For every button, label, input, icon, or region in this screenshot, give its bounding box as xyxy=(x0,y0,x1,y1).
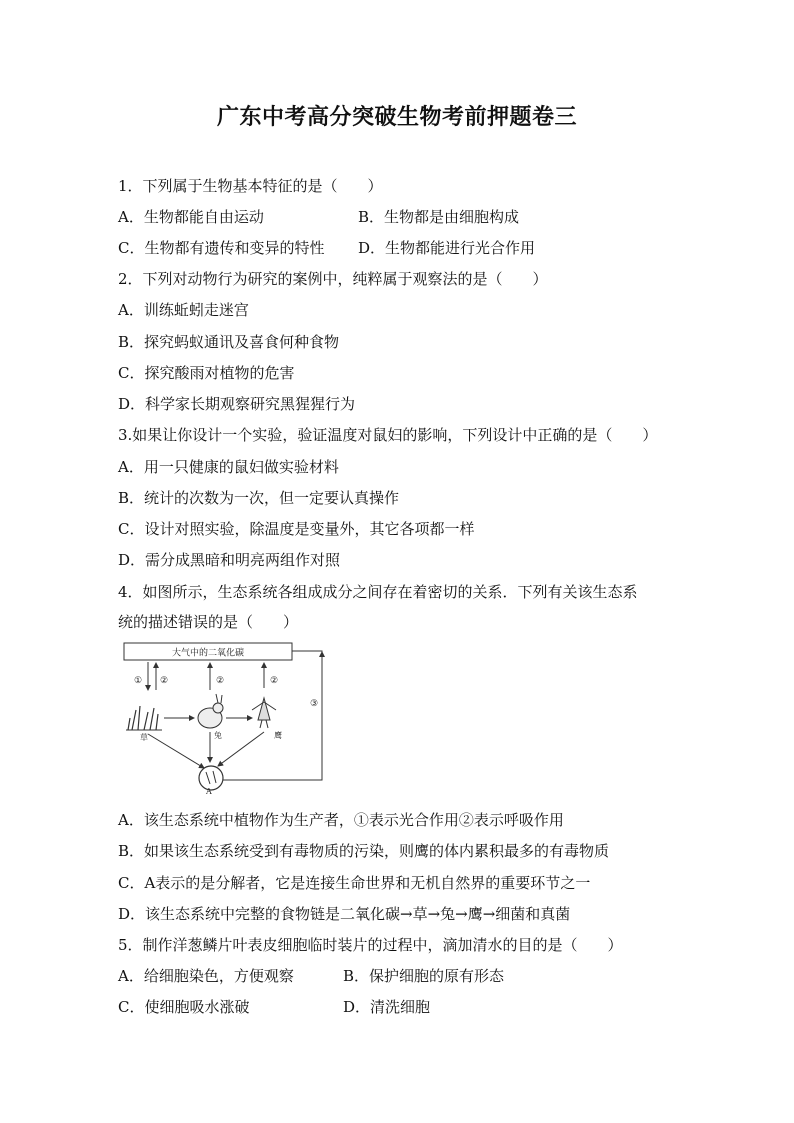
question-3-option-b: B．统计的次数为一次，但一定要认真操作 xyxy=(118,489,400,507)
question-3-option-d: D．需分成黑暗和明亮两组作对照 xyxy=(118,551,341,569)
question-5-option-a: A．给细胞染色，方便观察 xyxy=(118,967,294,985)
question-1-option-c: C．生物都有遗传和变异的特性 xyxy=(118,239,325,257)
label-two-a: ② xyxy=(160,676,169,686)
label-two-b: ② xyxy=(216,676,225,686)
co2-label: 大气中的二氧化碳 xyxy=(171,648,245,659)
question-4-stem-line-1: 4．如图所示，生态系统各组成成分之间存在着密切的关系．下列有关该生态系 xyxy=(118,583,638,601)
question-2-stem: 2．下列对动物行为研究的案例中，纯粹属于观察法的是（ ） xyxy=(118,270,548,288)
question-1-stem: 1．下列属于生物基本特征的是（ ） xyxy=(118,177,383,195)
question-4-option-b: B．如果该生态系统受到有毒物质的污染，则鹰的体内累积最多的有毒物质 xyxy=(118,842,610,860)
eagle-label: 鹰 xyxy=(274,731,282,740)
question-2-option-a: A．训练蚯蚓走迷宫 xyxy=(118,301,249,319)
question-4-stem-line-2: 统的描述错误的是（ ） xyxy=(118,613,299,631)
ecosystem-diagram xyxy=(118,640,328,795)
question-3-option-c: C．设计对照实验，除温度是变量外，其它各项都一样 xyxy=(118,520,475,538)
question-1-option-d: D．生物都能进行光合作用 xyxy=(358,239,536,257)
label-two-c: ② xyxy=(270,676,279,686)
eagle-icon xyxy=(252,698,276,728)
question-3-option-a: A．用一只健康的鼠妇做实验材料 xyxy=(118,458,339,476)
question-5-option-c: C．使细胞吸水涨破 xyxy=(118,998,250,1016)
question-5-option-b: B．保护细胞的原有形态 xyxy=(343,967,505,985)
question-2-option-c: C．探究酸雨对植物的危害 xyxy=(118,364,295,382)
question-4-option-d: D．该生态系统中完整的食物链是二氧化碳→草→兔→鹰→细菌和真菌 xyxy=(118,905,571,923)
label-three: ③ xyxy=(310,699,319,709)
grass-icon xyxy=(126,706,162,730)
question-2-option-d: D．科学家长期观察研究黑猩猩行为 xyxy=(118,395,356,413)
question-4-option-c: C．A表示的是分解者，它是连接生命世界和无机自然界的重要环节之一 xyxy=(118,874,591,892)
question-5-stem: 5．制作洋葱鳞片叶表皮细胞临时装片的过程中，滴加清水的目的是（ ） xyxy=(118,936,623,954)
rabbit-icon xyxy=(198,694,223,728)
question-5-option-d: D．清洗细胞 xyxy=(343,998,431,1016)
question-3-stem: 3.如果让你设计一个实验，验证温度对鼠妇的影响，下列设计中正确的是（ ） xyxy=(118,426,658,444)
question-4-option-a: A．该生态系统中植物作为生产者，①表示光合作用②表示呼吸作用 xyxy=(118,811,564,829)
label-one: ① xyxy=(134,676,143,686)
grass-label: 草 xyxy=(140,733,148,742)
question-1-option-b: B．生物都是由细胞构成 xyxy=(358,208,520,226)
rabbit-label: 兔 xyxy=(214,731,222,740)
decomposer-label: A xyxy=(206,787,212,795)
question-2-option-b: B．探究蚂蚁通讯及喜食何种食物 xyxy=(118,333,340,351)
question-1-option-a: A．生物都能自由运动 xyxy=(118,208,264,226)
exam-title: 广东中考高分突破生物考前押题卷三 xyxy=(216,105,577,130)
